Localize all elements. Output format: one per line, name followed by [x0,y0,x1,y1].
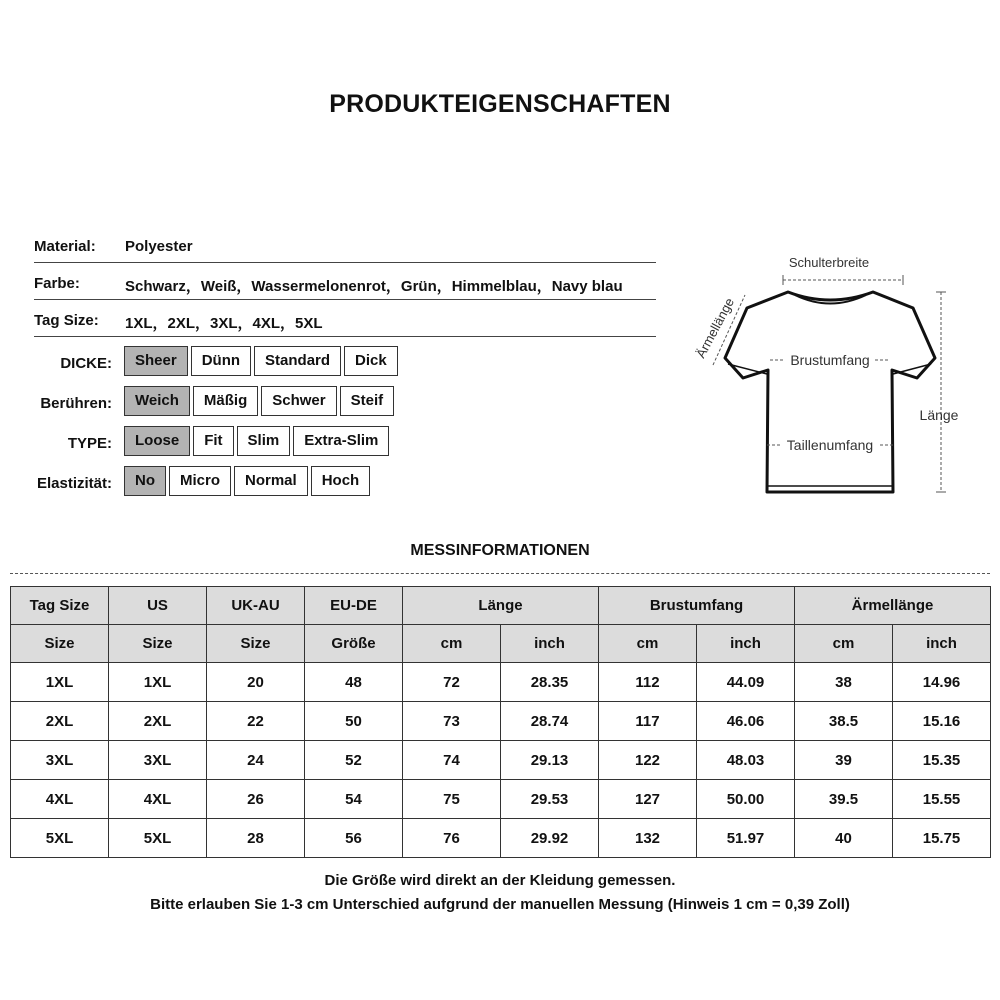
table-cell: 48 [305,663,403,702]
option-box: Extra-Slim [293,426,389,456]
option-box: Loose [124,426,190,456]
option-box: Micro [169,466,231,496]
table-header-cell: cm [599,625,697,663]
table-cell: 39 [795,741,893,780]
property-material [34,226,656,263]
table-cell: 3XL [109,741,207,780]
option-box: Hoch [311,466,371,496]
table-cell: 74 [403,741,501,780]
table-header-cell: US [109,587,207,625]
option-box: Schwer [261,386,336,416]
table-cell: 29.92 [501,819,599,858]
table-cell: 38 [795,663,893,702]
table-cell: 1XL [11,663,109,702]
table-header-cell: Länge [403,587,599,625]
table-cell: 52 [305,741,403,780]
waist-label: Taillenumfang [786,437,874,453]
table-cell: 127 [599,780,697,819]
table-header-cell: Size [109,625,207,663]
option-box: Fit [193,426,233,456]
option-box: No [124,466,166,496]
table-cell: 122 [599,741,697,780]
material-label: Material: [34,238,96,255]
shoulder-label: Schulterbreite [788,255,870,270]
table-header-cell: inch [893,625,991,663]
table-cell: 112 [599,663,697,702]
table-header-row [11,587,991,625]
table-row [11,702,991,741]
table-cell: 26 [207,780,305,819]
measure-title: MESSINFORMATIONEN [410,542,590,559]
table-cell: 39.5 [795,780,893,819]
table-header-cell: cm [403,625,501,663]
option-box: Sheer [124,346,188,376]
option-box: Dünn [191,346,251,376]
table-cell: 3XL [11,741,109,780]
table-cell: 24 [207,741,305,780]
note-1: Die Größe wird direkt an der Kleidung gemessen. [324,872,676,889]
table-cell: 48.03 [697,741,795,780]
option-group [124,386,394,416]
tag-size-value: 1XL，2XL，3XL，4XL，5XL [125,315,323,332]
table-cell: 15.55 [893,780,991,819]
table-cell: 50 [305,702,403,741]
table-cell: 29.13 [501,741,599,780]
table-cell: 2XL [11,702,109,741]
table-cell: 29.53 [501,780,599,819]
table-header-cell: inch [697,625,795,663]
table-header-cell: Size [11,625,109,663]
property-farbe [34,263,656,300]
table-cell: 28.74 [501,702,599,741]
table-cell: 15.75 [893,819,991,858]
table-cell: 117 [599,702,697,741]
table-cell: 50.00 [697,780,795,819]
option-box: Standard [254,346,341,376]
table-cell: 73 [403,702,501,741]
table-row [11,780,991,819]
option-box: Dick [344,346,398,376]
attribute-label: TYPE: [67,435,112,452]
table-cell: 38.5 [795,702,893,741]
option-box: Weich [124,386,190,416]
table-cell: 51.97 [697,819,795,858]
option-box: Normal [234,466,308,496]
table-cell: 20 [207,663,305,702]
table-header-cell: cm [795,625,893,663]
table-cell: 46.06 [697,702,795,741]
table-cell: 28.35 [501,663,599,702]
attribute-label: Elastizität: [36,475,112,492]
table-header-cell: EU-DE [305,587,403,625]
note-2: Bitte erlauben Sie 1-3 cm Unterschied aufgrund der manuellen Messung (Hinweis 1 cm = 0,39 Zoll) [150,896,850,913]
table-cell: 72 [403,663,501,702]
table-cell: 5XL [11,819,109,858]
length-label: Länge [919,407,959,423]
table-subheader-row [11,625,991,663]
table-cell: 54 [305,780,403,819]
option-box: Mäßig [193,386,258,416]
option-group [124,346,398,376]
table-header-cell: inch [501,625,599,663]
table-cell: 40 [795,819,893,858]
option-group [124,426,389,456]
table-cell: 75 [403,780,501,819]
attribute-label: Berühren: [40,395,112,412]
tag-size-label: Tag Size: [34,312,99,329]
table-header-cell: UK-AU [207,587,305,625]
farbe-label: Farbe: [34,275,80,292]
tshirt-diagram [685,250,975,500]
dashed-divider [10,573,990,574]
table-cell: 22 [207,702,305,741]
table-header-cell: Brustumfang [599,587,795,625]
table-row [11,819,991,858]
table-cell: 132 [599,819,697,858]
tshirt-outline [725,292,935,492]
attribute-label: DICKE: [60,355,112,372]
sleeve-label: Ärmellänge [692,295,738,361]
size-table [10,586,991,858]
table-header-cell: Size [207,625,305,663]
table-cell: 5XL [109,819,207,858]
page-title: PRODUKTEIGENSCHAFTEN [329,90,671,118]
property-tag-size [34,300,656,337]
table-cell: 15.16 [893,702,991,741]
table-header-cell: Ärmellänge [795,587,991,625]
table-cell: 1XL [109,663,207,702]
table-cell: 4XL [109,780,207,819]
table-cell: 4XL [11,780,109,819]
table-cell: 2XL [109,702,207,741]
chest-label: Brustumfang [790,352,870,368]
table-cell: 14.96 [893,663,991,702]
table-cell: 44.09 [697,663,795,702]
option-box: Steif [340,386,395,416]
material-value: Polyester [125,238,193,255]
table-header-cell: Größe [305,625,403,663]
option-group [124,466,370,496]
table-cell: 28 [207,819,305,858]
table-row [11,663,991,702]
table-cell: 56 [305,819,403,858]
farbe-value: Schwarz，Weiß，Wassermelonenrot，Grün，Himmelblau，Navy blau [125,278,623,295]
option-box: Slim [237,426,291,456]
table-header-cell: Tag Size [11,587,109,625]
table-cell: 15.35 [893,741,991,780]
table-cell: 76 [403,819,501,858]
table-row [11,741,991,780]
